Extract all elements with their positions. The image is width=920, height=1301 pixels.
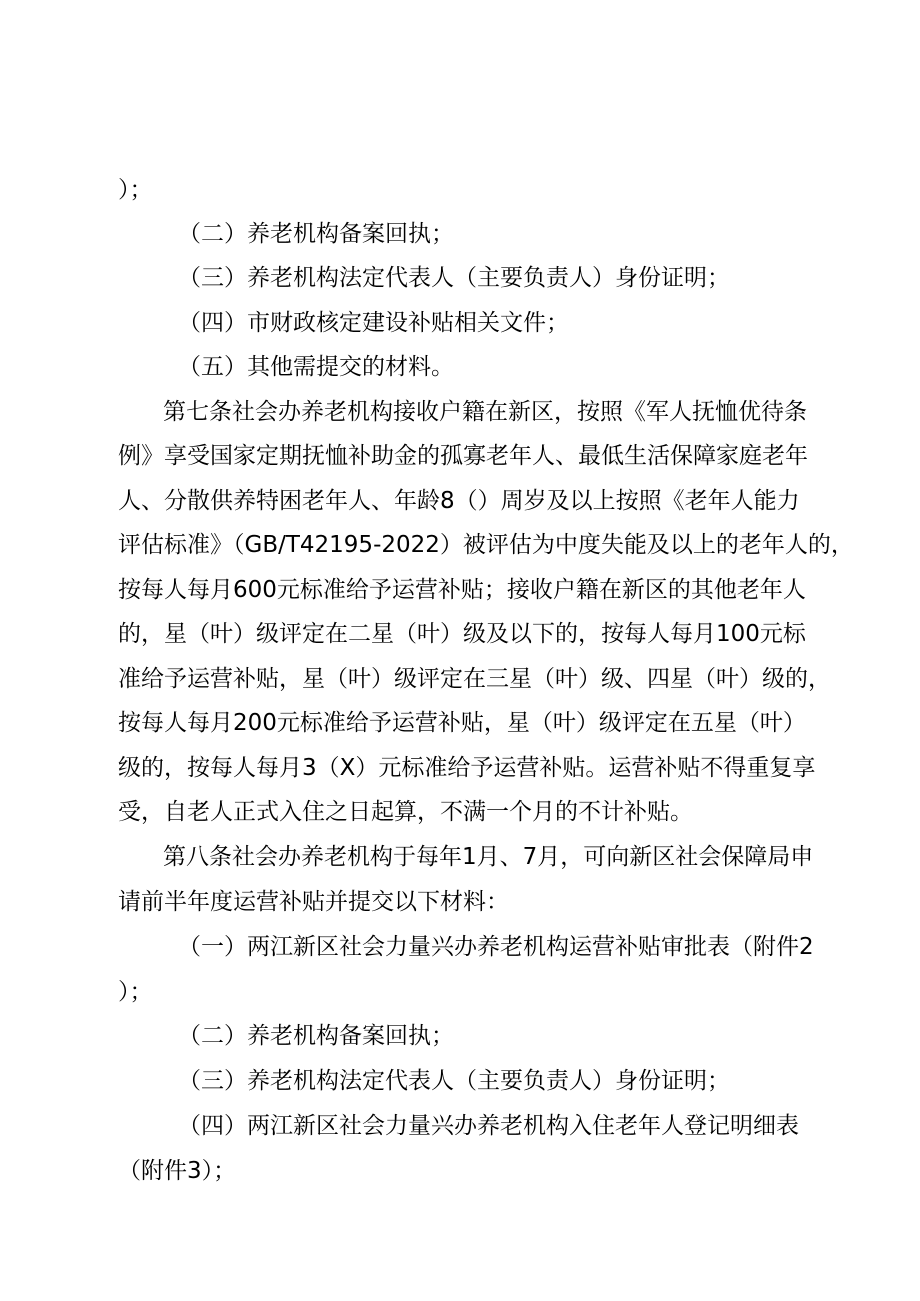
- article-7-line-2: 例》享受国家定期抚恤补助金的孤寡老年人、最低生活保障家庭老年: [118, 443, 808, 469]
- item-3-legal-rep-id-b: （三）养老机构法定代表人（主要负责人）身份证明；: [178, 1068, 730, 1094]
- article-7-line-4: 评估标准》（GB/T42195-2022）被评估为中度失能及以上的老年人的，: [118, 532, 854, 558]
- item-3-legal-rep-id: （三）养老机构法定代表人（主要负责人）身份证明；: [178, 265, 730, 291]
- article-7-line-7: 准给予运营补贴，星（叶）级评定在三星（叶）级、四星（叶）级的，: [118, 666, 831, 692]
- article-7-line-6: 的，星（叶）级评定在二星（叶）级及以下的，按每人每月100元标: [118, 621, 806, 647]
- item-4-attachment-3: （附件3）；: [118, 1158, 237, 1184]
- article-7-line-1: 第七条社会办养老机构接收户籍在新区，按照《军人抚恤优待条: [163, 399, 807, 425]
- article-7-line-8: 按每人每月200元标准给予运营补贴，星（叶）级评定在五星（叶）: [118, 710, 806, 736]
- item-1-approval-form: （一）两江新区社会力量兴办养老机构运营补贴审批表（附件2: [178, 934, 814, 960]
- item-4-resident-register: （四）两江新区社会力量兴办养老机构入住老年人登记明细表: [178, 1113, 799, 1139]
- article-7-line-10: 受，自老人正式入住之日起算，不满一个月的不计补贴。: [118, 799, 693, 825]
- item-5-other-materials: （五）其他需提交的材料。: [178, 354, 454, 380]
- article-8-line-1: 第八条社会办养老机构于每年1月、7月，可向新区社会保障局申: [163, 844, 814, 870]
- article-7-line-9: 级的，按每人每月3（X）元标准给予运营补贴。运营补贴不得重复享: [118, 755, 816, 781]
- item-2-filing-receipt-b: （二）养老机构备案回执；: [178, 1023, 454, 1049]
- item-close-paren-1: ）；: [118, 177, 153, 203]
- article-8-line-2: 请前半年度运营补贴并提交以下材料：: [118, 889, 509, 915]
- item-close-paren-2: ）；: [118, 979, 153, 1005]
- article-7-line-3: 人、分散供养特困老年人、年龄8（）周岁及以上按照《老年人能力: [118, 488, 800, 514]
- item-2-filing-receipt: （二）养老机构备案回执；: [178, 221, 454, 247]
- article-7-line-5: 按每人每月600元标准给予运营补贴；接收户籍在新区的其他老年人: [118, 577, 806, 603]
- item-4-finance-docs: （四）市财政核定建设补贴相关文件；: [178, 310, 569, 336]
